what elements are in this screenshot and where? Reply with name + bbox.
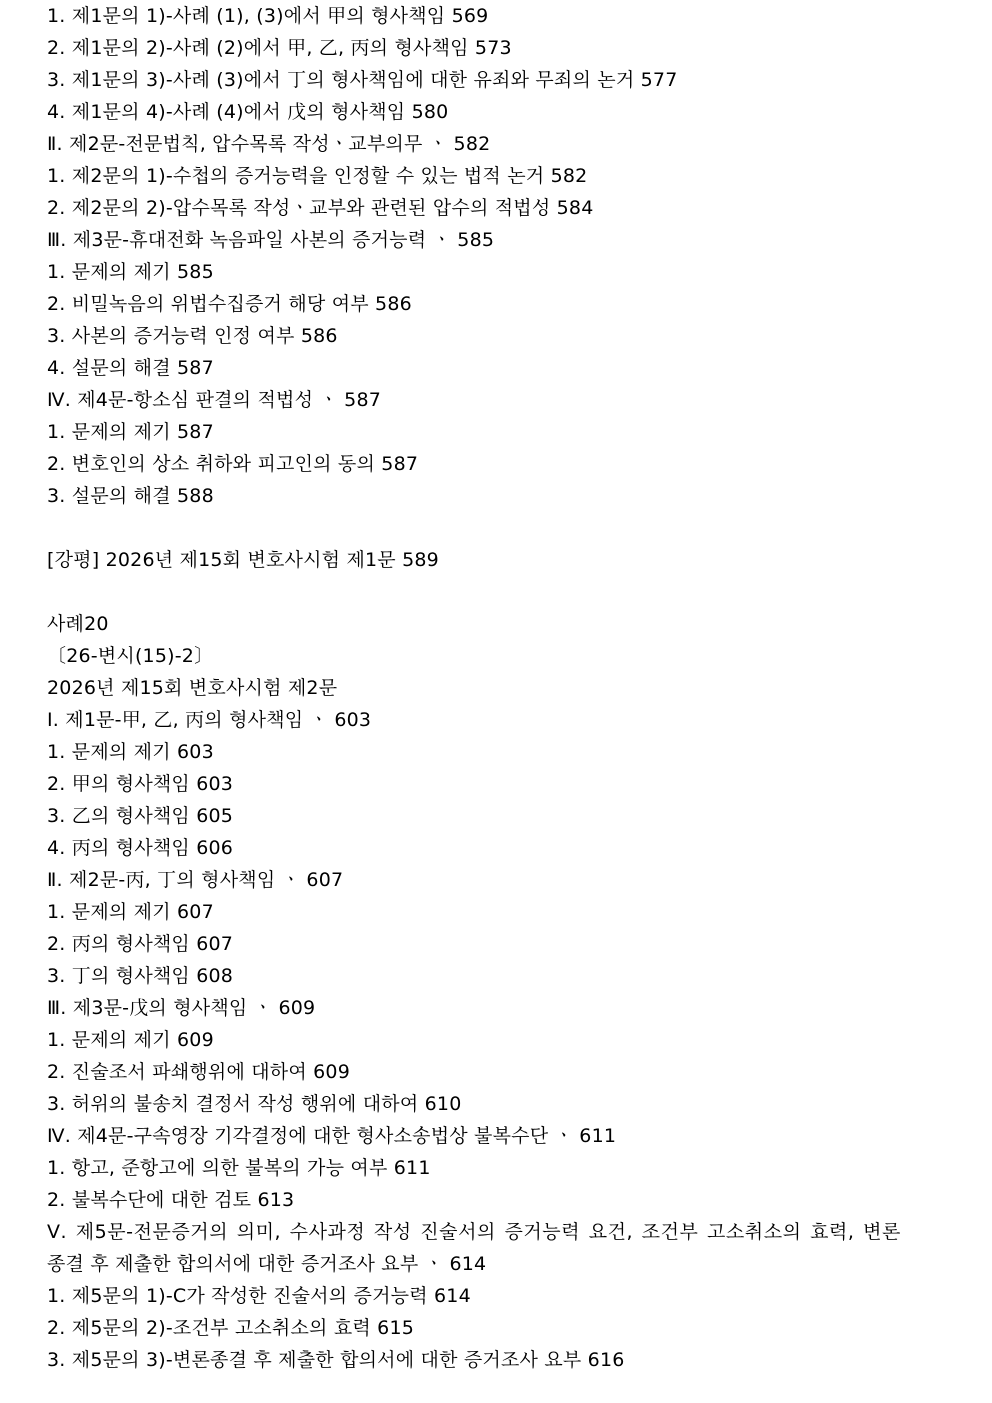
toc-entry: 2. 제5문의 2)-조건부 고소취소의 효력 615 [47, 1317, 415, 1339]
toc-section-heading: Ⅳ. 제4문-항소심 판결의 적법성 ㆍ 587 [47, 389, 382, 411]
toc-entry: 2. 진술조서 파쇄행위에 대하여 609 [47, 1061, 350, 1083]
toc-entry: 2. 제2문의 2)-압수목록 작성ㆍ교부와 관련된 압수의 적법성 584 [47, 197, 594, 219]
toc-entry: 1. 제5문의 1)-C가 작성한 진술서의 증거능력 614 [47, 1285, 471, 1307]
toc-entry: 2. 丙의 형사책임 607 [47, 933, 234, 955]
blank-line [47, 512, 952, 544]
case-exam-title: 2026년 제15회 변호사시험 제2문 [47, 677, 338, 699]
toc-entry: 3. 설문의 해결 588 [47, 485, 214, 507]
toc-entry: 3. 사본의 증거능력 인정 여부 586 [47, 325, 338, 347]
toc-entry: 1. 문제의 제기 603 [47, 741, 214, 763]
toc-entry: 2. 甲의 형사책임 603 [47, 773, 234, 795]
toc-section-heading: Ⅱ. 제2문-전문법칙, 압수목록 작성ㆍ교부의무 ㆍ 582 [47, 133, 491, 155]
toc-entry: 4. 설문의 해결 587 [47, 357, 214, 379]
toc-entry: 3. 제5문의 3)-변론종결 후 제출한 합의서에 대한 증거조사 요부 616 [47, 1349, 625, 1371]
toc-entry: 3. 乙의 형사책임 605 [47, 805, 234, 827]
toc-entry: 1. 항고, 준항고에 의한 불복의 가능 여부 611 [47, 1157, 431, 1179]
toc-entry: 3. 제1문의 3)-사례 (3)에서 丁의 형사책임에 대한 유죄와 무죄의 논거 577 [47, 69, 678, 91]
toc-entry: 2. 제1문의 2)-사례 (2)에서 甲, 乙, 丙의 형사책임 573 [47, 37, 512, 59]
toc-page [47, 0, 952, 1376]
toc-entry: 1. 문제의 제기 607 [47, 901, 214, 923]
case-title: 사례20 [47, 613, 109, 635]
case-code: 〔26-변시(15)-2〕 [47, 645, 214, 667]
toc-section-heading: Ⅴ. 제5문-전문증거의 의미, 수사과정 작성 진술서의 증거능력 요건, 조건부 고소취소의 효력, 변론 [47, 1221, 901, 1243]
blank-line [47, 576, 952, 608]
toc-entry: 1. 문제의 제기 587 [47, 421, 214, 443]
toc-entry: 1. 제1문의 1)-사례 (1), (3)에서 甲의 형사책임 569 [47, 5, 489, 27]
toc-entry: 1. 문제의 제기 609 [47, 1029, 214, 1051]
toc-section-heading: Ⅱ. 제2문-丙, 丁의 형사책임 ㆍ 607 [47, 869, 344, 891]
toc-entry: 1. 제2문의 1)-수첩의 증거능력을 인정할 수 있는 법적 논거 582 [47, 165, 588, 187]
toc-entry: 2. 변호인의 상소 취하와 피고인의 동의 587 [47, 453, 419, 475]
toc-entry: 3. 허위의 불송치 결정서 작성 행위에 대하여 610 [47, 1093, 462, 1115]
toc-section-heading: Ⅳ. 제4문-구속영장 기각결정에 대한 형사소송법상 불복수단 ㆍ 611 [47, 1125, 617, 1147]
toc-entry: 2. 불복수단에 대한 검토 613 [47, 1189, 295, 1211]
toc-review-entry: [강평] 2026년 제15회 변호사시험 제1문 589 [47, 549, 439, 571]
toc-section-heading: Ⅲ. 제3문-휴대전화 녹음파일 사본의 증거능력 ㆍ 585 [47, 229, 495, 251]
toc-section-heading-continued: 종결 후 제출한 합의서에 대한 증거조사 요부 ㆍ 614 [47, 1253, 487, 1275]
toc-entry: 1. 문제의 제기 585 [47, 261, 214, 283]
toc-entry: 4. 제1문의 4)-사례 (4)에서 戊의 형사책임 580 [47, 101, 449, 123]
toc-section-heading: Ⅲ. 제3문-戊의 형사책임 ㆍ 609 [47, 997, 316, 1019]
toc-entry: 2. 비밀녹음의 위법수집증거 해당 여부 586 [47, 293, 412, 315]
toc-section-heading: Ⅰ. 제1문-甲, 乙, 丙의 형사책임 ㆍ 603 [47, 709, 372, 731]
toc-entry: 4. 丙의 형사책임 606 [47, 837, 234, 859]
toc-entry: 3. 丁의 형사책임 608 [47, 965, 234, 987]
